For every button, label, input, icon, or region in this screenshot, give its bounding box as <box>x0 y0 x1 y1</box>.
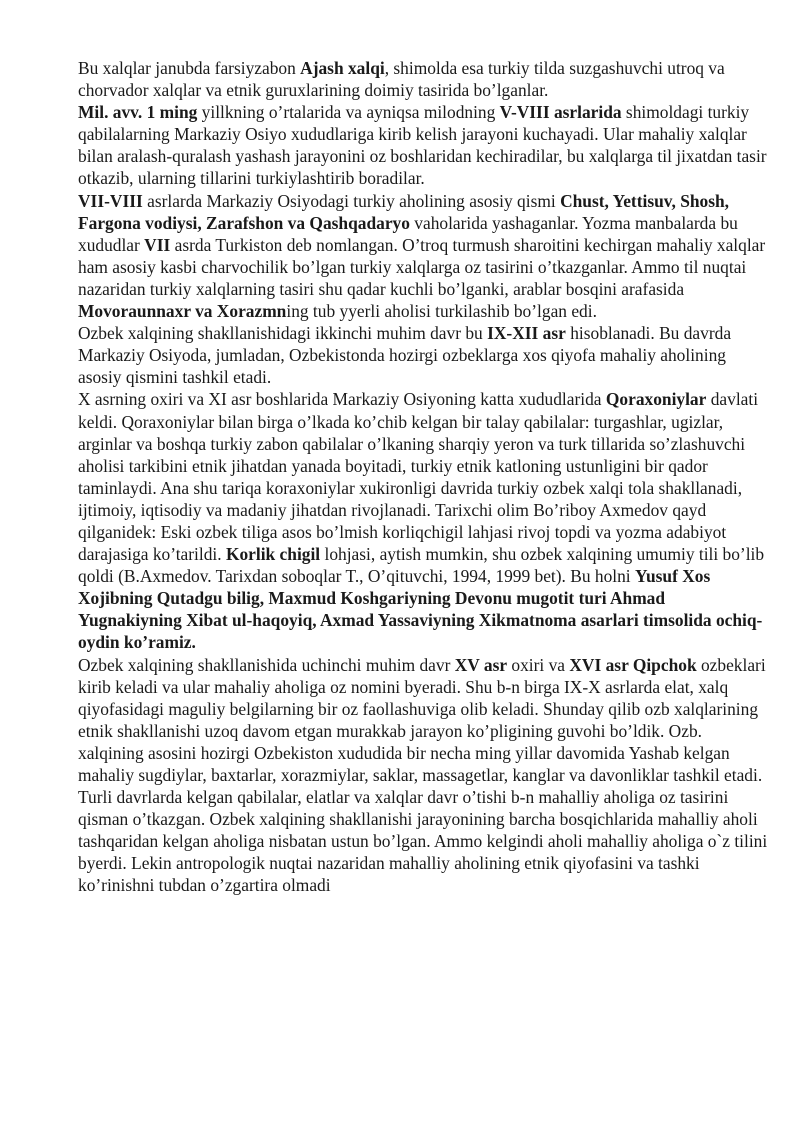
text-run: davlati keldi. Qoraxoniylar bilan birga o’lkada ko’chib kelgan bir talay qabilalar: turgashlar, ugizlar, arginlar va boshqa turkiy zabon qabilalar o’lkaning sharqiy yeron va turk tillarida so’zlashuvchi aholisi tarkibini etnik jihatdan yanada boyitadi, turkiy etnik katloning ustunligini bir qador taminlaydi. Ana shu tariqa koraxoniylar xukironligi davrida turkiy ozbek xalqi tola shakllanadi, ijtimoiy, iqtisodiy va madaniy jihatdan rivojlanadi. Tarixchi olim Bo’riboy Axmedov qayd qilganidek: Eski ozbek tiliga asos bo’lmish korliqchigil lahjasi rivoj topdi va yozma adabiyot darajasiga ko’tarildi. <box>78 389 759 565</box>
bold-text: XV asr <box>454 654 508 675</box>
text-run: hisoblanadi. Bu davrda Markaziy Osiyoda, jumladan, Ozbekistonda hozirgi ozbeklarga xos qiyofa mahaliy aholining asosiy qismini tashkil etadi. <box>78 323 732 388</box>
bold-text: Movoraunnaxr va Xorazmn <box>78 301 287 322</box>
bold-text: Mil. avv. 1 ming <box>78 102 198 123</box>
text-run: asrda Turkiston deb nomlangan. O’troq turmush sharoitini kechirgan mahaliy xalqlar ham asosiy kasbi charvochilik bo’lgan turkiy xalqlarga oz tasirini o’tkazganlar. Ammo til nuqtai nazaridan turkiy xalqlarning tasiri shu qadar kuchli bo’lganki, arablar bosqini arafasida <box>78 234 766 299</box>
paragraph <box>78 388 768 653</box>
text-run: lohjasi, aytish mumkin, shu ozbek xalqining umumiy tili bo’lib qoldi (B.Axmedov. Tarixdan soboqlar T., O’qituvchi, 1994, 1999 bet). Bu holni <box>78 544 765 587</box>
document-body <box>78 57 768 897</box>
bold-text: Qoraxoniylar <box>605 389 707 410</box>
paragraph <box>78 101 768 189</box>
paragraph <box>78 57 768 101</box>
bold-text: VII-VIII <box>78 190 143 211</box>
bold-text: Chust, Yettisuv, Shosh, Fargona vodiysi, Zarafshon va Qashqadaryo <box>78 190 730 233</box>
text-run: vaholarida yashaganlar. Yozma manbalarda bu xududlar <box>78 212 738 255</box>
bold-text: V-VIII asrlarida <box>499 102 622 123</box>
bold-text: XVI asr Qipchok <box>569 654 697 675</box>
text-run: ozbeklari kirib keladi va ular mahaliy aholiga oz nomini byeradi. Shu b-n birga IX-X asrlarda elat, xalq qiyofasidagi maguliy belgilarning bir oz faollashuviga olib keladi. Shunday qilib ozb xalqlarining etnik shakllanishi uzoq davom etgan murakkab jarayon ko’pligining guvohi bo’ldik. Ozb. xalqining asosini hozirgi Ozbekiston xududida bir necha ming yillar davomida Yashab kelgan mahaliy sugdiylar, baxtarlar, xorazmiylar, saklar, massagetlar, kanglar va davonliklar tashkil etadi. Turli davrlarda kelgan qabilalar, elatlar va xalqlar davr o’tishi b-n mahalliy aholiga oz tasirini qisman o’tkazgan. Ozbek xalqining shakllanishi jarayonining barcha bosqichlarida mahalliy aholi tashqaridan kelgan aholiga nisbatan ustun bo’lgan. Ammo kelgindi aholi mahalliy aholiga o`z tilini byerdi. Lekin antropologik nuqtai nazaridan mahalliy aholining etnik qiyofasini va tashki ko’rinishni tubdan o’zgartira olmadi <box>78 654 768 896</box>
bold-text: Korlik chigil <box>225 544 321 565</box>
text-run: yillkning o’rtalarida va ayniqsa milodning <box>197 102 500 123</box>
bold-text: IX-XII asr <box>487 323 566 344</box>
text-run: Ozbek xalqining shakllanishida uchinchi muhim davr <box>78 654 455 675</box>
text-run: Bu xalqlar janubda farsiyzabon <box>78 58 301 78</box>
text-run: Ozbek xalqining shakllanishidagi ikkinchi muhim davr bu <box>78 323 488 344</box>
text-run: oxiri va <box>507 654 570 675</box>
paragraph <box>78 190 768 323</box>
text-run: ing tub yyerli aholisi turkilashib bo’lgan edi. <box>286 301 597 322</box>
text-run: shimoldagi turkiy qabilalarning Markaziy Osiyo xududlariga kirib kelish jarayoni kuchayadi. Ular mahaliy xalqlar bilan aralash-quralash yashash jarayonini oz boshlaridan kechiradilar, bu xalqlarga til jixatdan tasir otkazib, ularning tillarini turkiylashtirib boradilar. <box>78 102 767 189</box>
bold-text: Yusuf Xos Xojibning Qutadgu bilig, Maxmud Koshgariyning Devonu mugotit turi Ahmad Yugnakiyning Xibat ul-haqoyiq, Axmad Yassaviyning Xikmatnoma asarlari timsolida ochiq-oydin ko’ramiz. <box>78 566 763 653</box>
paragraph <box>78 322 768 388</box>
paragraph <box>78 654 768 897</box>
text-run: , shimolda esa turkiy tilda suzgashuvchi utroq va chorvador xalqlar va etnik guruxlarining doimiy tasirida bo’lganlar. <box>78 58 725 101</box>
bold-text: VII <box>144 234 171 255</box>
bold-text: Ajash xalqi <box>300 58 385 78</box>
text-run: asrlarda Markaziy Osiyodagi turkiy aholining asosiy qismi <box>142 190 561 211</box>
text-run: X asrning oxiri va XI asr boshlarida Markaziy Osiyoning katta xududlarida <box>78 389 606 410</box>
